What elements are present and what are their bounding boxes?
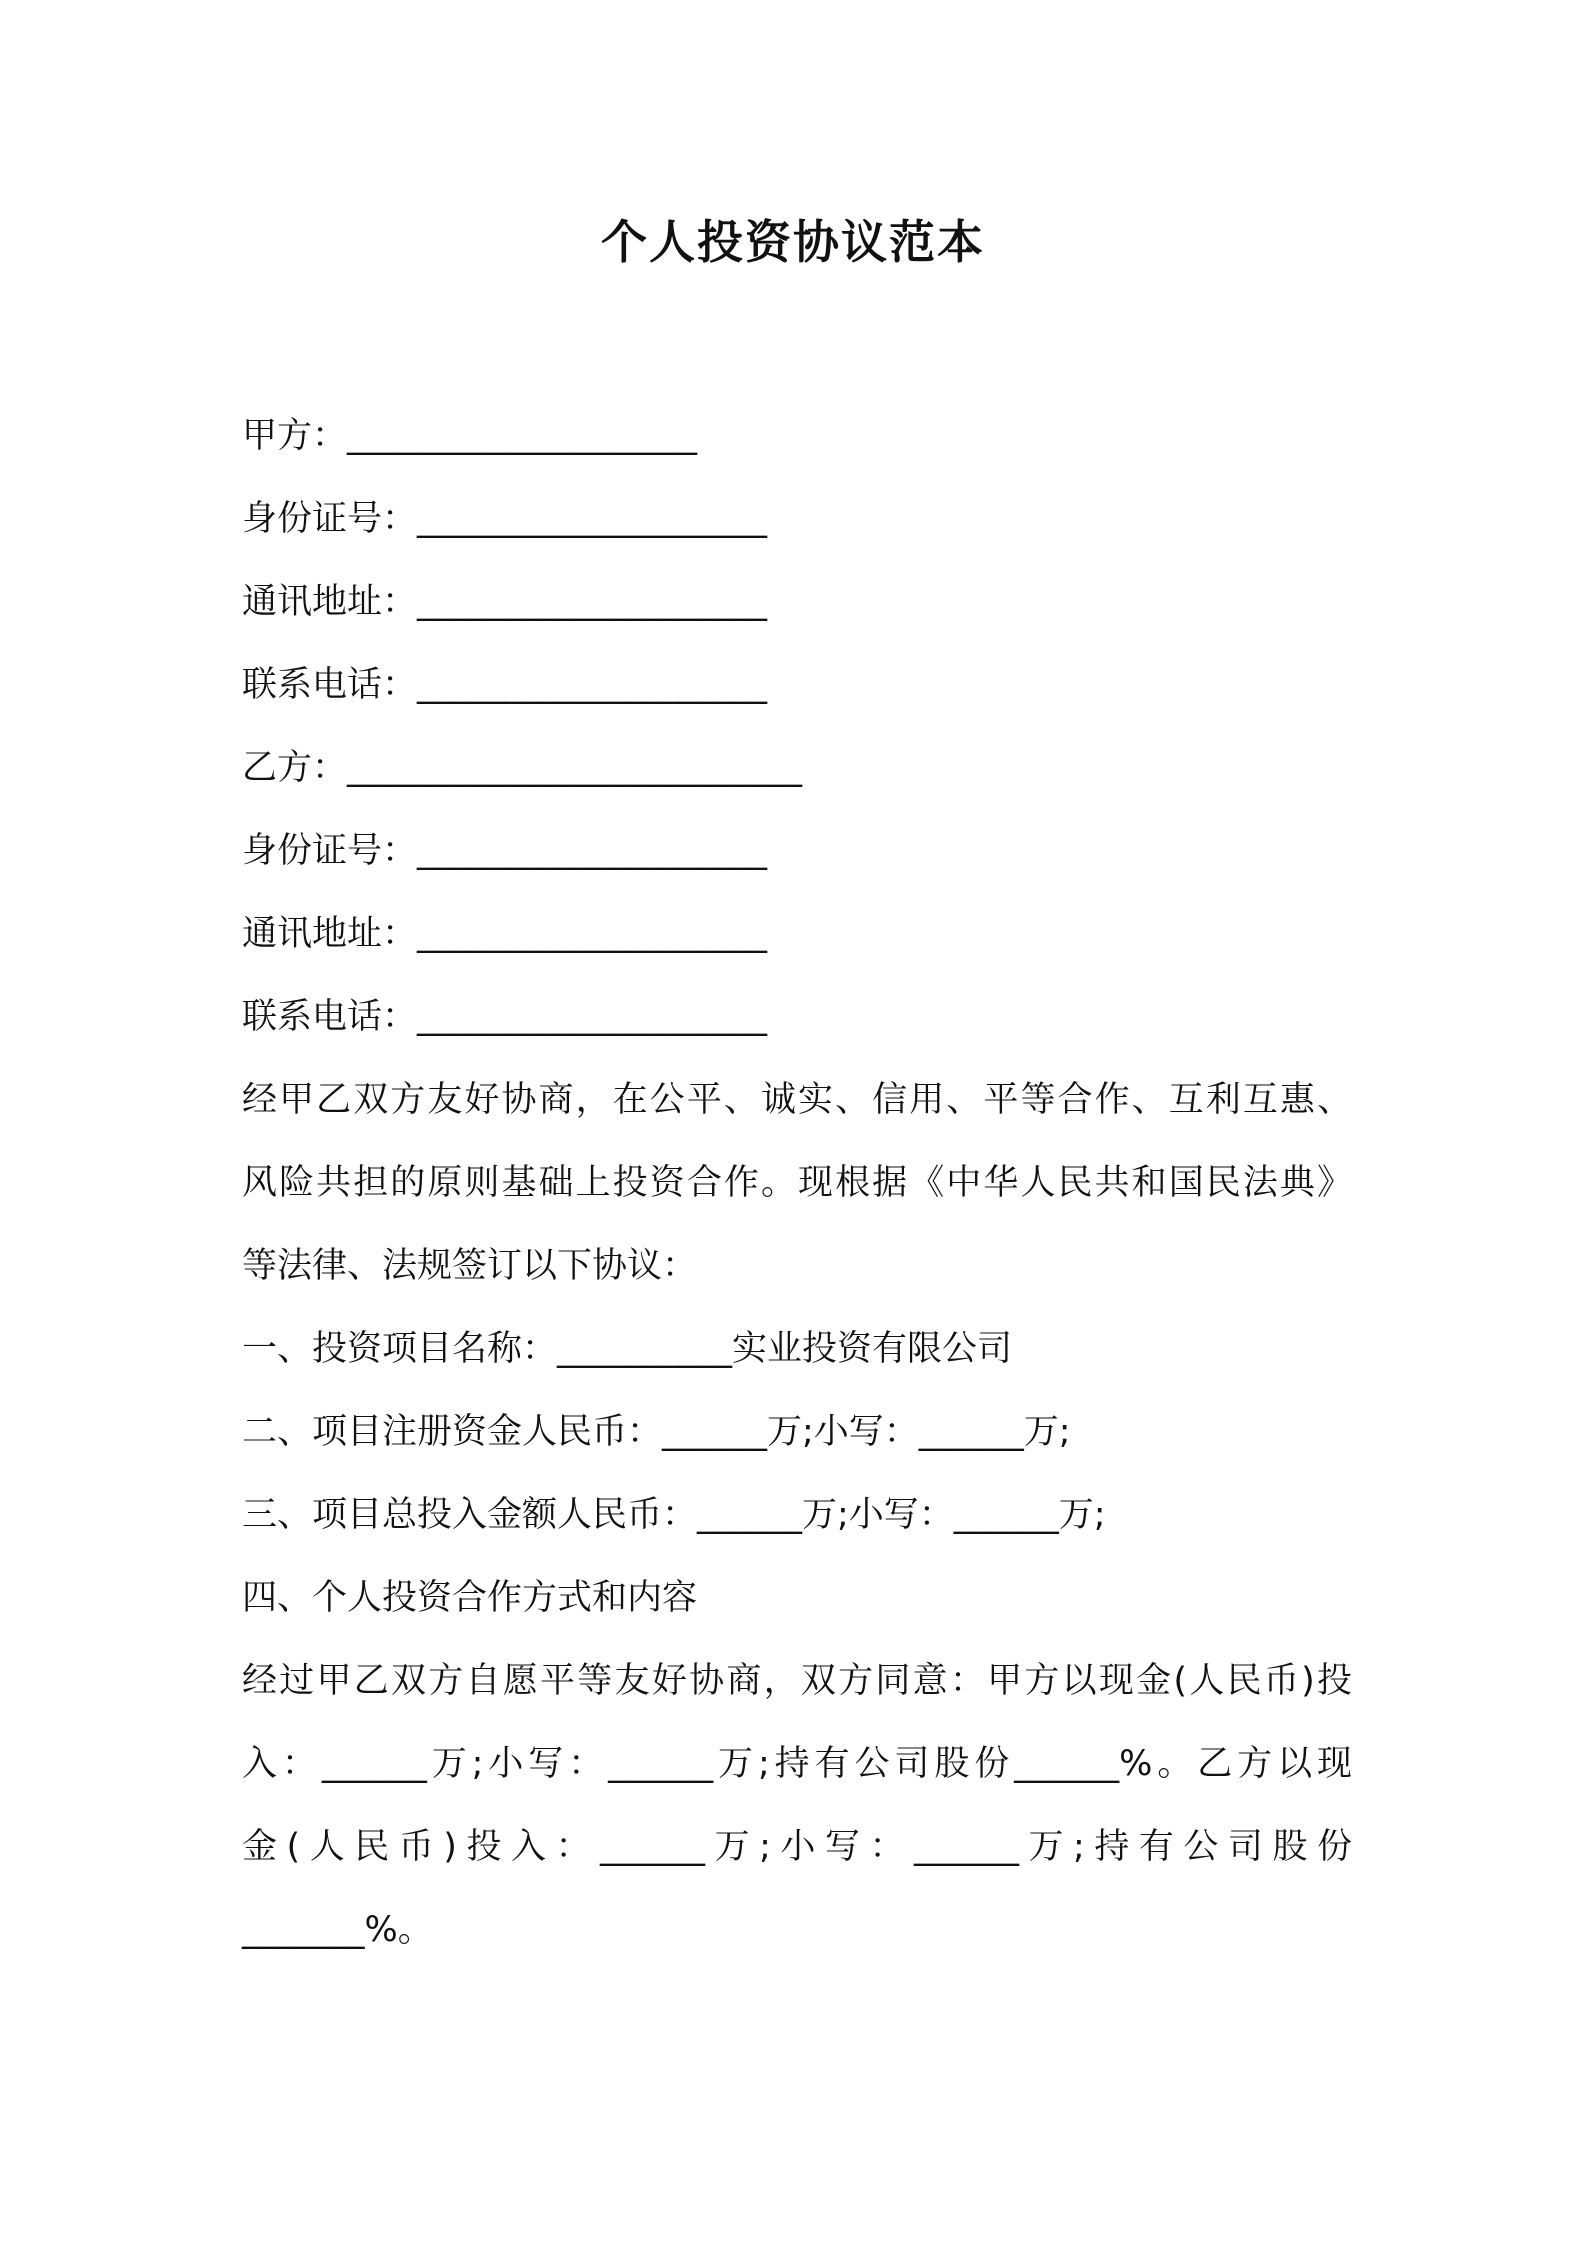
clause-4-body-line-4: _______%。 [242,1910,433,1950]
party-b-address-line: 通讯地址：____________________ [242,914,768,954]
clause-3: 三、项目总投入金额人民币：______万;小写：______万; [242,1495,1106,1535]
party-b-name-line: 乙方：__________________________ [242,748,803,788]
party-a-id-line: 身份证号：____________________ [242,499,768,539]
clause-4-body-line-1: 经过甲乙双方自愿平等友好协商，双方同意：甲方以现金(人民币)投 [242,1661,1352,1701]
party-a-phone-line: 联系电话：____________________ [242,665,768,705]
clause-1: 一、投资项目名称：__________实业投资有限公司 [242,1329,1013,1369]
preamble-line-1: 经甲乙双方友好协商，在公平、诚实、信用、平等合作、互利互惠、 [242,1080,1352,1120]
clause-4-body-line-3: 金(人民币)投入：______万;小写：______万;持有公司股份 [242,1827,1352,1867]
document-title: 个人投资协议范本 [601,215,985,269]
clause-4-heading: 四、个人投资合作方式和内容 [242,1578,698,1618]
clause-4-body-line-2: 入：______万;小写：______万;持有公司股份______%。乙方以现 [242,1744,1352,1784]
party-b-phone-line: 联系电话：____________________ [242,997,768,1037]
preamble-line-3: 等法律、法规签订以下协议： [242,1246,698,1286]
party-a-address-line: 通讯地址：____________________ [242,582,768,622]
clause-2: 二、项目注册资金人民币：______万;小写：______万; [242,1412,1071,1452]
preamble-line-2: 风险共担的原则基础上投资合作。现根据《中华人民共和国民法典》 [242,1163,1352,1203]
party-a-name-line: 甲方：____________________ [242,416,698,456]
party-b-id-line: 身份证号：____________________ [242,831,768,871]
